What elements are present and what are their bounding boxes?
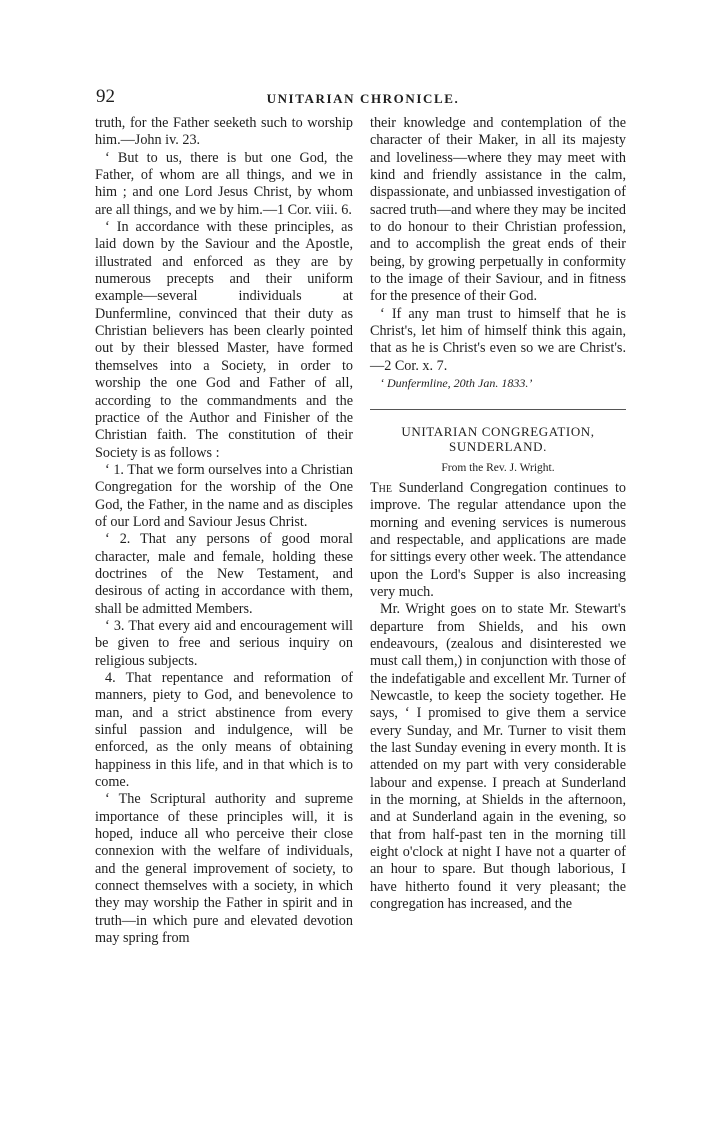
dateline: ‘ Dunfermline, 20th Jan. 1833.’ [380, 376, 533, 391]
right-column [370, 115, 626, 913]
left-column [95, 115, 353, 948]
paragraph: truth, for the Father seeketh such to worship him.—John iv. 23. [95, 115, 353, 149]
paragraph: 4. That repentance and reformation of manners, piety to God, and benevolence to man, and a strict abstinence from every sinful passion and indulgence, will be enforced, as the only means of obtaining happiness in this life, and in that which is to come. [95, 670, 353, 791]
paragraph: Mr. Wright goes on to state Mr. Stewart's departure from Shields, and his own endeavours, (zealous and disinterested we must call them,) in conjunction with those of the indefatigable and excellent Mr. Turner of Newcastle, to keep the society together. He says, ‘ I promised to give them a service every Sunday, and Mr. Turner to visit them the last Sunday evening in every month. It is attended on my part with very considerable labour and expense. I preach at Sunderland in the morning, at Shields in the afternoon, and at Sunderland again in the evening, so that from half-past ten in the morning till eight o'clock at night I have not a quarter of an hour to spare. But though laborious, I have hitherto found it very pleasant; the congregation has increased, and the [370, 601, 626, 913]
byline: From the Rev. J. Wright. [441, 461, 555, 474]
lead-word: The [370, 479, 392, 496]
section-heading-line2: SUNDERLAND. [449, 438, 547, 454]
paragraph: ‘ 2. That any persons of good moral character, male and female, holding these doctrines of the New Testament, and desirous of acting in accordance with them, shall be admitted Members. [95, 531, 353, 617]
paragraph: their knowledge and contemplation of the character of their Maker, in all its majesty and loveliness—where they may meet with kind and friendly assistance in the calm, dispassionate, and unbiassed investigation of sacred truth—and where they may be incited to do honour to their Christian profession, and to accomplish the great ends of their being, by growing perpetually in conformity to the image of their Saviour, and in fitness for the presence of their God. [370, 115, 626, 305]
scripture-quote: ‘ If any man trust to himself that he is Christ's, let him of himself think this again, that as he is Christ's even so we are Christ's.—2 Cor. x. 7. [370, 305, 626, 374]
paragraph: ‘ In accordance with these principles, as laid down by the Saviour and the Apostle, illustrated and enforced as they are by numerous precepts and their uniform example—several individuals at Dunfermline, convinced that their duty as Christian believers has been clearly pointed out by their blessed Master, have formed themselves into a Society, in order to worship the one God and Father of all, according to the commandments and the practice of the Author and Finisher of the Christian faith. The constitution of their Society is as follows : [95, 219, 353, 461]
paragraph: ‘ 3. That every aid and encouragement will be given to free and serious inquiry on religious subjects. [95, 617, 353, 669]
paragraph [370, 480, 626, 601]
section-heading [370, 424, 626, 454]
running-head: UNITARIAN CHRONICLE. [266, 91, 460, 106]
page-number: 92 [96, 86, 115, 107]
paragraph-text: Sunderland Congregation continues to improve. The regular attendance upon the morning and evening services is numerous and respectable, and applications are made for sittings every other week. The attendance upon the Lord's Supper is also increasing very much. [370, 479, 626, 600]
page-header [96, 86, 630, 108]
paragraph: ‘ 1. That we form ourselves into a Christian Congregation for the worship of the One God, the Father, in the name and as disciples of our Lord and Saviour Jesus Christ. [95, 461, 353, 530]
paragraph: ‘ But to us, there is but one God, the Father, of whom are all things, and we in him ; and one Lord Jesus Christ, by whom are all things, and we by him.—1 Cor. viii. 6. [95, 149, 353, 218]
paragraph: ‘ The Scriptural authority and supreme importance of these principles will, it is hoped, induce all who perceive their close connexion with the welfare of individuals, and the general improvement of society, to connect themselves with a society, in which they may worship the Father in spirit and in truth—in which pure and elevated devotion may spring from [95, 791, 353, 947]
section-heading-line1: UNITARIAN CONGREGATION, [401, 423, 595, 439]
section-divider [370, 409, 626, 410]
